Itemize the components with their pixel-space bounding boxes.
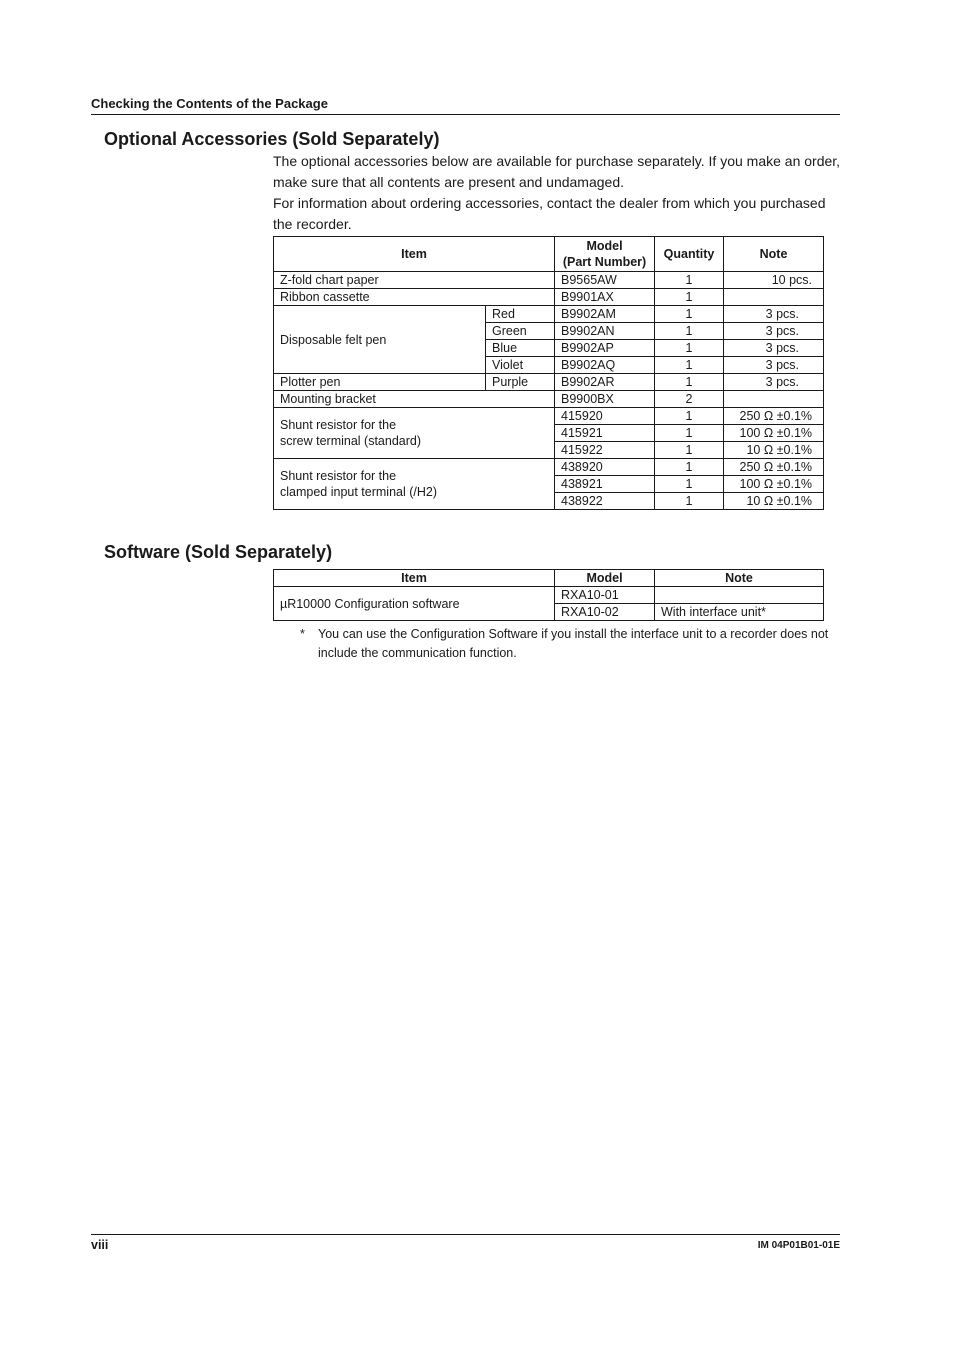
header-item: Item (274, 570, 555, 587)
item-cell: Disposable felt pen (274, 306, 486, 374)
note-cell: 10 Ω ±0.1% (724, 493, 824, 510)
qty-cell: 1 (655, 272, 724, 289)
table-row (274, 306, 824, 323)
qty-cell: 1 (655, 323, 724, 340)
header-model: Model (555, 570, 655, 587)
model-cell: B9902AN (555, 323, 655, 340)
model-cell: B9902AP (555, 340, 655, 357)
model-cell: 415920 (555, 408, 655, 425)
item-cell: µR10000 Configuration software (274, 587, 555, 621)
intro-paragraph-1: The optional accessories below are available for purchase separately. If you make an order, make sure that all contents are present and undamaged. (273, 153, 841, 190)
qty-cell: 1 (655, 289, 724, 306)
header-note: Note (655, 570, 824, 587)
accessories-table (273, 236, 824, 510)
table-row (274, 289, 824, 306)
model-cell: B9902AM (555, 306, 655, 323)
table-header-row (274, 237, 824, 272)
color-cell: Green (486, 323, 555, 340)
model-cell: B9902AR (555, 374, 655, 391)
qty-cell: 1 (655, 306, 724, 323)
qty-cell: 1 (655, 340, 724, 357)
note-cell (724, 289, 824, 306)
note-cell (655, 587, 824, 604)
item-line: Shunt resistor for the (280, 418, 397, 432)
qty-cell: 1 (655, 493, 724, 510)
footnote (300, 625, 845, 663)
color-cell: Blue (486, 340, 555, 357)
table-header-row (274, 570, 824, 587)
table-row (274, 408, 824, 425)
model-cell: RXA10-01 (555, 587, 655, 604)
model-cell: RXA10-02 (555, 604, 655, 621)
optional-intro (273, 151, 843, 235)
item-cell (274, 459, 555, 510)
item-cell: Plotter pen (274, 374, 486, 391)
model-cell: 438922 (555, 493, 655, 510)
software-title: Software (Sold Separately) (104, 542, 333, 562)
software-table (273, 569, 824, 621)
model-cell: B9901AX (555, 289, 655, 306)
note-cell: 100 Ω ±0.1% (724, 425, 824, 442)
running-head: Checking the Contents of the Package (91, 96, 840, 115)
note-cell: 10 pcs. (724, 272, 824, 289)
item-line: Shunt resistor for the (280, 469, 397, 483)
note-cell: 3 pcs. (724, 340, 824, 357)
model-cell: 415921 (555, 425, 655, 442)
model-cell: B9902AQ (555, 357, 655, 374)
page-number: viii (91, 1238, 109, 1252)
table-row (274, 587, 824, 604)
item-cell: Mounting bracket (274, 391, 555, 408)
table-row (274, 374, 824, 391)
header-model (555, 237, 655, 272)
qty-cell: 1 (655, 357, 724, 374)
item-line: screw terminal (standard) (280, 434, 422, 448)
footer-rule (91, 1234, 840, 1235)
table-row (274, 459, 824, 476)
header-quantity: Quantity (655, 237, 724, 272)
table-row (274, 272, 824, 289)
item-cell (274, 408, 555, 459)
document-id: IM 04P01B01-01E (757, 1240, 840, 1251)
note-cell (724, 391, 824, 408)
note-cell: 3 pcs. (724, 323, 824, 340)
note-cell: 10 Ω ±0.1% (724, 442, 824, 459)
header-note: Note (724, 237, 824, 272)
note-cell: 3 pcs. (724, 374, 824, 391)
note-cell: 250 Ω ±0.1% (724, 459, 824, 476)
note-cell: 3 pcs. (724, 306, 824, 323)
footnote-text: You can use the Configuration Software if you install the interface unit to a recorder does not include the communication function. (318, 627, 829, 660)
header-model-line2: (Part Number) (562, 255, 647, 269)
qty-cell: 1 (655, 476, 724, 493)
note-cell: With interface unit* (655, 604, 824, 621)
qty-cell: 2 (655, 391, 724, 408)
color-cell: Purple (486, 374, 555, 391)
note-cell: 250 Ω ±0.1% (724, 408, 824, 425)
header-item: Item (274, 237, 555, 272)
model-cell: B9565AW (555, 272, 655, 289)
model-cell: 438921 (555, 476, 655, 493)
color-cell: Violet (486, 357, 555, 374)
intro-paragraph-2: For information about ordering accessories, contact the dealer from which you purchased the recorder. (273, 195, 826, 232)
qty-cell: 1 (655, 459, 724, 476)
footnote-mark: * (300, 627, 305, 641)
header-model-line1: Model (586, 239, 623, 253)
qty-cell: 1 (655, 408, 724, 425)
table-row (274, 391, 824, 408)
note-cell: 3 pcs. (724, 357, 824, 374)
item-line: clamped input terminal (/H2) (280, 485, 438, 499)
note-cell: 100 Ω ±0.1% (724, 476, 824, 493)
item-cell: Z-fold chart paper (274, 272, 555, 289)
color-cell: Red (486, 306, 555, 323)
qty-cell: 1 (655, 374, 724, 391)
model-cell: 415922 (555, 442, 655, 459)
qty-cell: 1 (655, 425, 724, 442)
item-cell: Ribbon cassette (274, 289, 555, 306)
model-cell: 438920 (555, 459, 655, 476)
model-cell: B9900BX (555, 391, 655, 408)
qty-cell: 1 (655, 442, 724, 459)
optional-accessories-title: Optional Accessories (Sold Separately) (104, 129, 440, 149)
